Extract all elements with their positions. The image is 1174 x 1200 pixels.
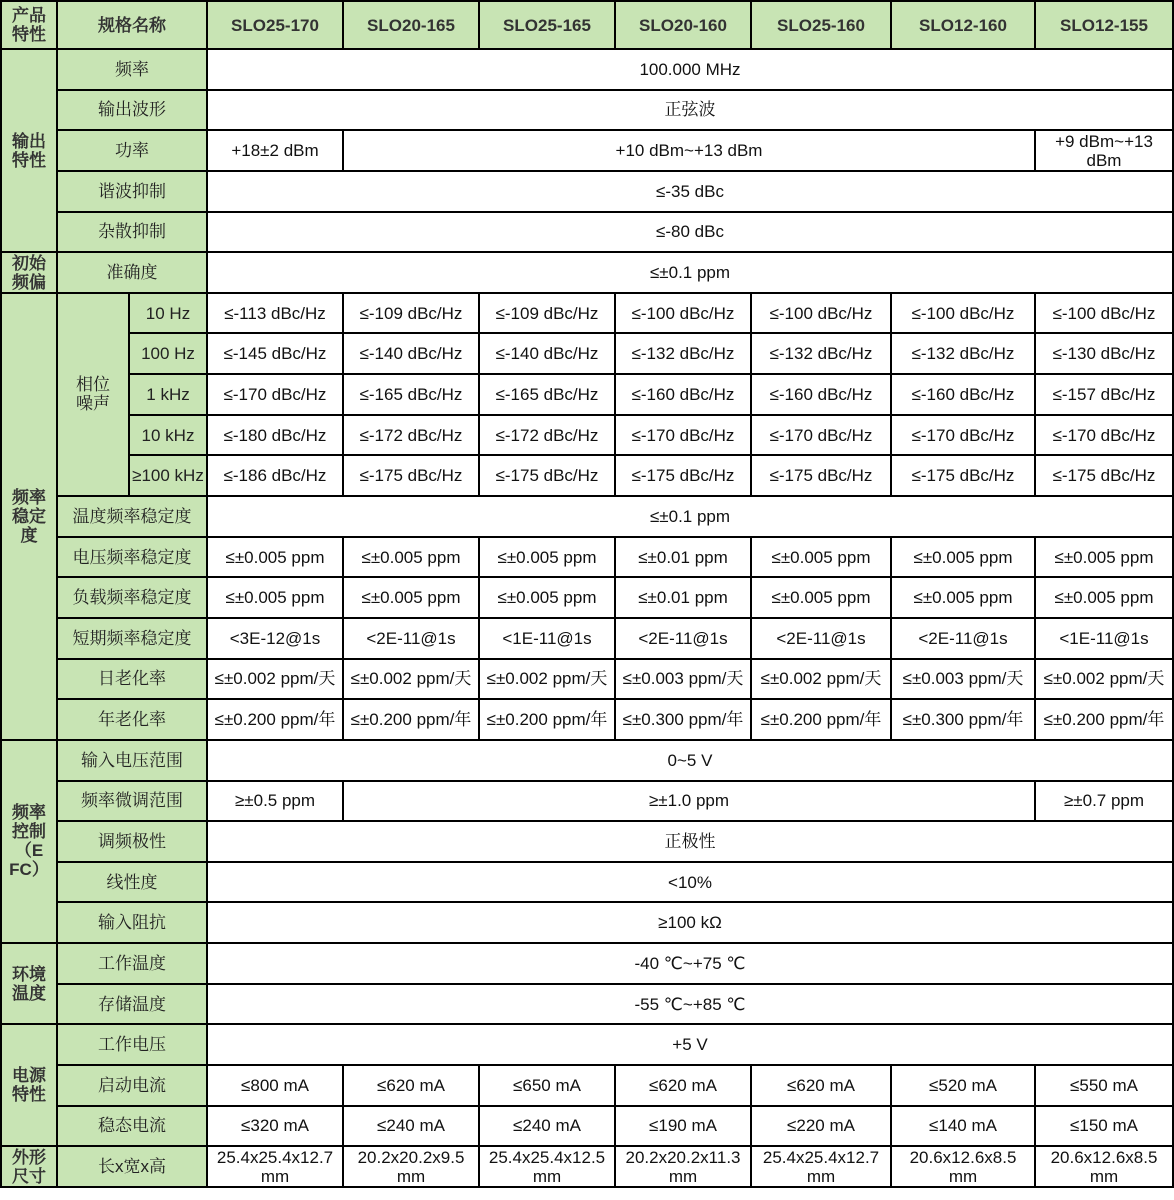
cell-value: ≤±0.002 ppm/天	[751, 659, 891, 700]
cell-value: <2E-11@1s	[615, 618, 751, 659]
row-label: 日老化率	[57, 659, 207, 700]
cell-value: ≤-180 dBc/Hz	[207, 415, 343, 456]
table-row	[1, 618, 1173, 659]
table-row	[1, 821, 1173, 862]
cell-value: ≤-80 dBc	[207, 212, 1173, 253]
row-label: 短期频率稳定度	[57, 618, 207, 659]
cell-value: -40 ℃~+75 ℃	[207, 943, 1173, 984]
cell-value: ≤±0.005 ppm	[891, 577, 1035, 618]
cell-value: ≤-130 dBc/Hz	[1035, 333, 1173, 374]
table-row	[1, 862, 1173, 903]
table-row	[1, 577, 1173, 618]
header-row	[1, 1, 1173, 49]
table-row	[1, 943, 1173, 984]
cell-value: ≤-160 dBc/Hz	[615, 374, 751, 415]
cell-value: ≤-132 dBc/Hz	[891, 333, 1035, 374]
row-label: 线性度	[57, 862, 207, 903]
table-row	[1, 1065, 1173, 1106]
category-power: 电源 特性	[1, 1024, 57, 1146]
row-label: 功率	[57, 130, 207, 171]
cell-value: <10%	[207, 862, 1173, 903]
cell-value: ≤-170 dBc/Hz	[207, 374, 343, 415]
table-row	[1, 1106, 1173, 1147]
cell-value: 100.000 MHz	[207, 49, 1173, 90]
cell-value: 20.2x20.2x9.5 mm	[343, 1146, 479, 1187]
cell-value: ≤-172 dBc/Hz	[479, 415, 615, 456]
cell-value: ≤-157 dBc/Hz	[1035, 374, 1173, 415]
category-environment: 环境 温度	[1, 943, 57, 1024]
cell-value: +5 V	[207, 1024, 1173, 1065]
header-model: SLO12-155	[1035, 1, 1173, 49]
cell-value: ≤±0.002 ppm/天	[207, 659, 343, 700]
offset-label: 1 kHz	[129, 374, 207, 415]
table-row	[1, 171, 1173, 212]
cell-value: ≤-175 dBc/Hz	[891, 455, 1035, 496]
table-row	[1, 415, 1173, 456]
cell-value: ≤-160 dBc/Hz	[751, 374, 891, 415]
cell-value: ≤140 mA	[891, 1106, 1035, 1147]
row-label: 准确度	[57, 252, 207, 293]
cell-value: ≤-175 dBc/Hz	[479, 455, 615, 496]
cell-value: ≤±0.200 ppm/年	[207, 699, 343, 740]
table-row	[1, 496, 1173, 537]
table-row	[1, 659, 1173, 700]
row-label: 输出波形	[57, 90, 207, 131]
cell-value: ≤620 mA	[751, 1065, 891, 1106]
cell-value: ≤190 mA	[615, 1106, 751, 1147]
cell-value: +10 dBm~+13 dBm	[343, 130, 1035, 171]
cell-value: ≤-35 dBc	[207, 171, 1173, 212]
table-row	[1, 1024, 1173, 1065]
cell-value: ≤-100 dBc/Hz	[891, 293, 1035, 334]
cell-value: ≤±0.002 ppm/天	[343, 659, 479, 700]
cell-value: ≤-165 dBc/Hz	[479, 374, 615, 415]
row-label: 温度频率稳定度	[57, 496, 207, 537]
cell-value: ≤520 mA	[891, 1065, 1035, 1106]
cell-value: 20.2x20.2x11.3 mm	[615, 1146, 751, 1187]
table-row	[1, 252, 1173, 293]
cell-value: ≤-175 dBc/Hz	[1035, 455, 1173, 496]
cell-value: ≤±0.1 ppm	[207, 496, 1173, 537]
cell-value: ≤800 mA	[207, 1065, 343, 1106]
offset-label: ≥100 kHz	[129, 455, 207, 496]
cell-value: ≤±0.01 ppm	[615, 577, 751, 618]
header-category: 产品 特性	[1, 1, 57, 49]
table-row	[1, 374, 1173, 415]
cell-value: ≤150 mA	[1035, 1106, 1173, 1147]
table-row	[1, 333, 1173, 374]
row-label: 谐波抑制	[57, 171, 207, 212]
row-label: 调频极性	[57, 821, 207, 862]
cell-value: ≤-170 dBc/Hz	[1035, 415, 1173, 456]
category-size: 外形 尺寸	[1, 1146, 57, 1187]
table-row	[1, 1146, 1173, 1187]
cell-value: ≤±0.005 ppm	[343, 577, 479, 618]
cell-value: ≤-100 dBc/Hz	[615, 293, 751, 334]
cell-value: ≤550 mA	[1035, 1065, 1173, 1106]
cell-value: 25.4x25.4x12.7 mm	[207, 1146, 343, 1187]
cell-value: ≤-100 dBc/Hz	[751, 293, 891, 334]
cell-value: ≤-170 dBc/Hz	[891, 415, 1035, 456]
cell-value: ≤±0.1 ppm	[207, 252, 1173, 293]
cell-value: ≤620 mA	[343, 1065, 479, 1106]
row-label: 工作电压	[57, 1024, 207, 1065]
cell-value: ≤±0.200 ppm/年	[479, 699, 615, 740]
cell-value: ≤±0.200 ppm/年	[751, 699, 891, 740]
table-row	[1, 699, 1173, 740]
cell-value: ≤-140 dBc/Hz	[479, 333, 615, 374]
cell-value: 正弦波	[207, 90, 1173, 131]
cell-value: ≤±0.005 ppm	[751, 577, 891, 618]
cell-value: ≤-140 dBc/Hz	[343, 333, 479, 374]
cell-value: ≤240 mA	[479, 1106, 615, 1147]
row-label: 杂散抑制	[57, 212, 207, 253]
cell-value: ≤±0.003 ppm/天	[615, 659, 751, 700]
cell-value: ≤±0.002 ppm/天	[1035, 659, 1173, 700]
cell-value: ≤-113 dBc/Hz	[207, 293, 343, 334]
header-model: SLO20-165	[343, 1, 479, 49]
cell-value: ≥±0.7 ppm	[1035, 781, 1173, 822]
row-label: 年老化率	[57, 699, 207, 740]
cell-value: ≤±0.005 ppm	[891, 537, 1035, 578]
cell-value: ≤±0.002 ppm/天	[479, 659, 615, 700]
table-row	[1, 293, 1173, 334]
cell-value: ≤±0.300 ppm/年	[615, 699, 751, 740]
cell-value: ≤-175 dBc/Hz	[343, 455, 479, 496]
cell-value: ≥100 kΩ	[207, 902, 1173, 943]
cell-value: <2E-11@1s	[751, 618, 891, 659]
row-label: 频率微调范围	[57, 781, 207, 822]
cell-value: ≤-132 dBc/Hz	[615, 333, 751, 374]
category-initial: 初始 频偏	[1, 252, 57, 293]
table-row	[1, 455, 1173, 496]
row-label: 启动电流	[57, 1065, 207, 1106]
cell-value: ≤-175 dBc/Hz	[751, 455, 891, 496]
header-model: SLO25-170	[207, 1, 343, 49]
cell-value: ≤±0.005 ppm	[207, 537, 343, 578]
cell-value: ≤-100 dBc/Hz	[1035, 293, 1173, 334]
table-row	[1, 212, 1173, 253]
offset-label: 10 kHz	[129, 415, 207, 456]
row-label: 负载频率稳定度	[57, 577, 207, 618]
row-label: 稳态电流	[57, 1106, 207, 1147]
cell-value: ≤±0.005 ppm	[343, 537, 479, 578]
table-row	[1, 49, 1173, 90]
phase-noise-label: 相位 噪声	[57, 293, 129, 496]
header-spec-name: 规格名称	[57, 1, 207, 49]
cell-value: ≤±0.005 ppm	[751, 537, 891, 578]
cell-value: ≤-165 dBc/Hz	[343, 374, 479, 415]
offset-label: 10 Hz	[129, 293, 207, 334]
header-model: SLO20-160	[615, 1, 751, 49]
cell-value: ≤-175 dBc/Hz	[615, 455, 751, 496]
cell-value: ≤±0.200 ppm/年	[343, 699, 479, 740]
cell-value: ≤-186 dBc/Hz	[207, 455, 343, 496]
header-model: SLO25-160	[751, 1, 891, 49]
cell-value: ≤±0.200 ppm/年	[1035, 699, 1173, 740]
cell-value: ≤±0.300 ppm/年	[891, 699, 1035, 740]
table-row	[1, 902, 1173, 943]
cell-value: <2E-11@1s	[343, 618, 479, 659]
table-row	[1, 740, 1173, 781]
category-output: 输出 特性	[1, 49, 57, 252]
cell-value: <2E-11@1s	[891, 618, 1035, 659]
cell-value: ≤±0.005 ppm	[1035, 577, 1173, 618]
cell-value: 20.6x12.6x8.5 mm	[1035, 1146, 1173, 1187]
cell-value: 25.4x25.4x12.7 mm	[751, 1146, 891, 1187]
cell-value: ≤620 mA	[615, 1065, 751, 1106]
table-row	[1, 781, 1173, 822]
cell-value: ≤220 mA	[751, 1106, 891, 1147]
table-row	[1, 90, 1173, 131]
cell-value: 正极性	[207, 821, 1173, 862]
cell-value: ≤-109 dBc/Hz	[479, 293, 615, 334]
table-row	[1, 537, 1173, 578]
cell-value: <1E-11@1s	[1035, 618, 1173, 659]
cell-value: ≥±0.5 ppm	[207, 781, 343, 822]
cell-value: ≤-145 dBc/Hz	[207, 333, 343, 374]
cell-value: <1E-11@1s	[479, 618, 615, 659]
table-row	[1, 130, 1173, 171]
cell-value: +9 dBm~+13 dBm	[1035, 130, 1173, 171]
header-model: SLO25-165	[479, 1, 615, 49]
row-label: 输入阻抗	[57, 902, 207, 943]
row-label: 长x宽x高	[57, 1146, 207, 1187]
cell-value: 0~5 V	[207, 740, 1173, 781]
cell-value: ≤±0.01 ppm	[615, 537, 751, 578]
cell-value: ≤±0.003 ppm/天	[891, 659, 1035, 700]
row-label: 存储温度	[57, 984, 207, 1025]
category-efc: 频率 控制 （E FC）	[1, 740, 57, 943]
cell-value: ≤-170 dBc/Hz	[615, 415, 751, 456]
cell-value: ≤320 mA	[207, 1106, 343, 1147]
cell-value: ≤-172 dBc/Hz	[343, 415, 479, 456]
row-label: 电压频率稳定度	[57, 537, 207, 578]
cell-value: +18±2 dBm	[207, 130, 343, 171]
row-label: 频率	[57, 49, 207, 90]
cell-value: 20.6x12.6x8.5 mm	[891, 1146, 1035, 1187]
cell-value: ≤240 mA	[343, 1106, 479, 1147]
cell-value: ≤650 mA	[479, 1065, 615, 1106]
row-label: 输入电压范围	[57, 740, 207, 781]
category-stability: 频率 稳定 度	[1, 293, 57, 740]
cell-value: ≤±0.005 ppm	[207, 577, 343, 618]
cell-value: ≤±0.005 ppm	[479, 577, 615, 618]
table-row	[1, 984, 1173, 1025]
cell-value: ≤±0.005 ppm	[479, 537, 615, 578]
cell-value: ≤-170 dBc/Hz	[751, 415, 891, 456]
cell-value: ≤±0.005 ppm	[1035, 537, 1173, 578]
cell-value: -55 ℃~+85 ℃	[207, 984, 1173, 1025]
cell-value: 25.4x25.4x12.5 mm	[479, 1146, 615, 1187]
cell-value: <3E-12@1s	[207, 618, 343, 659]
cell-value: ≤-109 dBc/Hz	[343, 293, 479, 334]
header-model: SLO12-160	[891, 1, 1035, 49]
cell-value: ≥±1.0 ppm	[343, 781, 1035, 822]
offset-label: 100 Hz	[129, 333, 207, 374]
cell-value: ≤-132 dBc/Hz	[751, 333, 891, 374]
cell-value: ≤-160 dBc/Hz	[891, 374, 1035, 415]
row-label: 工作温度	[57, 943, 207, 984]
